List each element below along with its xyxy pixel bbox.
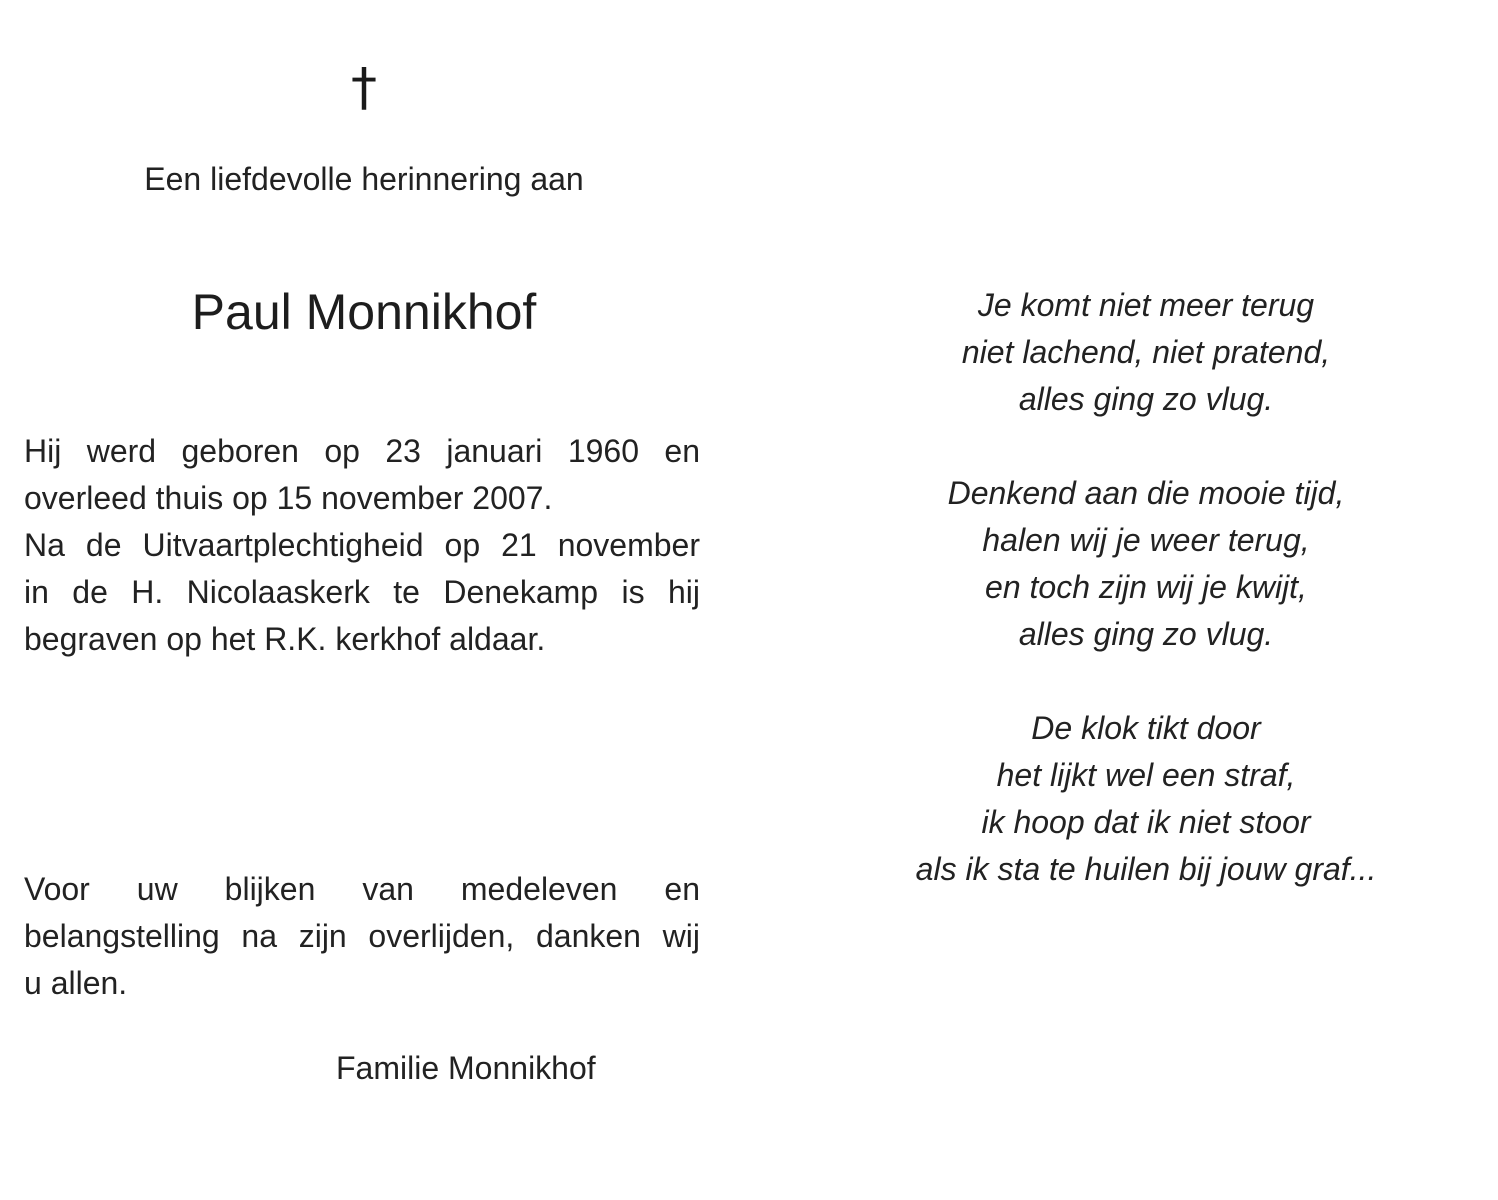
thanks-line: belangstelling na zijn overlijden, danken wij (24, 918, 700, 954)
poem-line: en toch zijn wij je kwijt, (985, 569, 1307, 605)
thanks-line: Voor uw blijken van medeleven en (24, 871, 700, 907)
poem-line: Je komt niet meer terug (977, 287, 1315, 323)
cross-icon: † (351, 58, 377, 118)
poem-line: halen wij je weer terug, (982, 522, 1310, 558)
bio-line: Na de Uitvaartplechtigheid op 21 november (24, 527, 700, 563)
poem-line: alles ging zo vlug. (1018, 381, 1274, 417)
poem-line: het lijkt wel een straf, (996, 757, 1296, 793)
intro-text: Een liefdevolle herinnering aan (144, 161, 584, 197)
poem-stanza (846, 282, 1446, 423)
family-signature: Familie Monnikhof (336, 1050, 596, 1086)
bio-line: Hij werd geboren op 23 januari 1960 en (24, 433, 700, 469)
poem-line: niet lachend, niet pratend, (961, 334, 1331, 370)
poem-line: Denkend aan die mooie tijd, (947, 475, 1345, 511)
poem (846, 282, 1446, 893)
poem-stanza (846, 470, 1446, 658)
poem-line: als ik sta te huilen bij jouw graf... (915, 851, 1377, 887)
poem-line: De klok tikt door (1031, 710, 1261, 746)
poem-line: alles ging zo vlug. (1018, 616, 1274, 652)
bio-line: begraven op het R.K. kerkhof aldaar. (24, 621, 546, 657)
poem-stanza (846, 705, 1446, 893)
poem-line: ik hoop dat ik niet stoor (981, 804, 1311, 840)
bio-line: overleed thuis op 15 november 2007. (24, 480, 553, 516)
thanks-message (24, 866, 700, 1007)
biography (24, 428, 700, 663)
bio-line: in de H. Nicolaaskerk te Denekamp is hij (24, 574, 700, 610)
thanks-line: u allen. (24, 965, 128, 1001)
deceased-name: Paul Monnikhof (191, 284, 537, 340)
